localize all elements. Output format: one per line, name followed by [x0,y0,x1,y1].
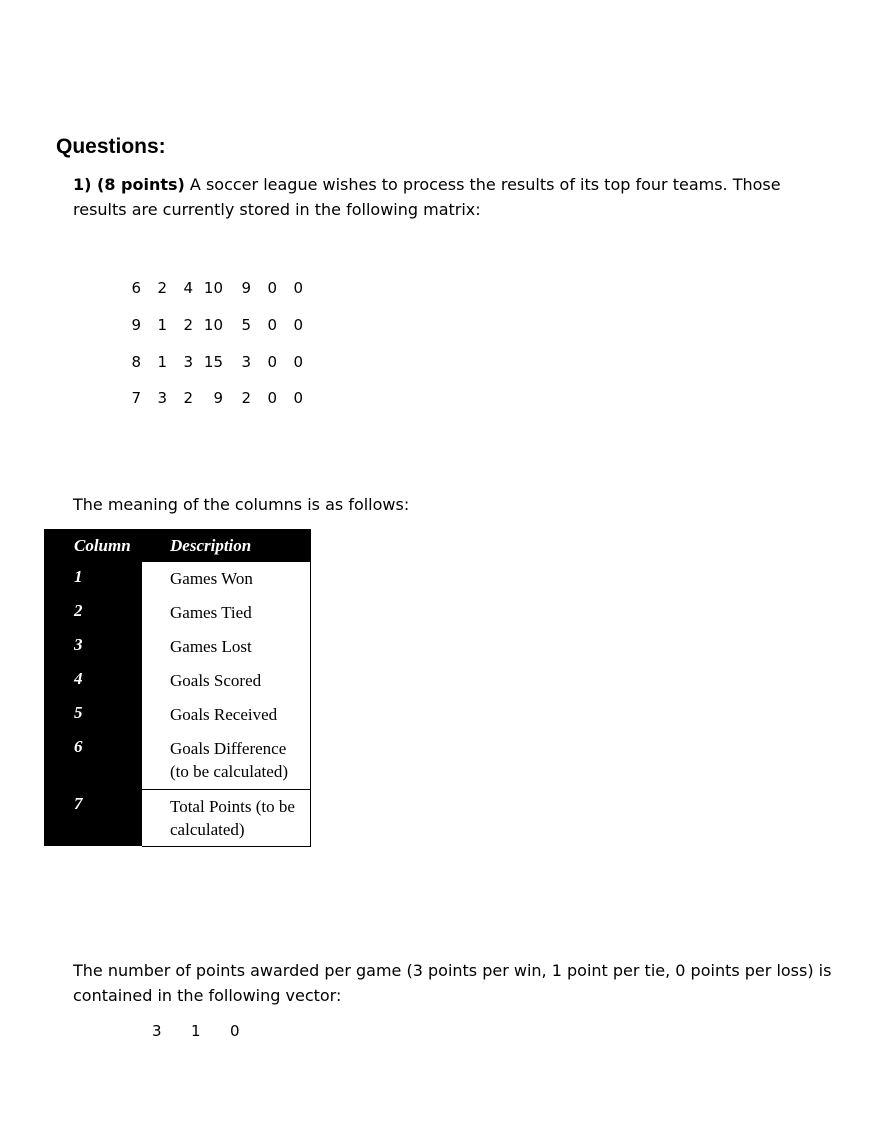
matrix-cell: 1 [157,352,167,371]
matrix-cell: 0 [267,389,277,408]
column-number: 7 [44,789,142,846]
question-1-body: A soccer league wishes to process the results of its top four teams. Those results are currently stored in the following matrix: [73,175,781,219]
matrix-cell: 6 [131,279,141,298]
table-row [44,732,311,789]
table-header-row [44,529,311,562]
column-description: Goals Received [142,698,311,732]
matrix-cell: 8 [131,352,141,371]
matrix-cell: 3 [183,352,193,371]
matrix-cell: 3 [157,389,167,408]
questions-heading: Questions: [56,135,166,158]
matrix-cell: 1 [157,316,167,335]
column-description: Games Won [142,562,311,596]
results-matrix [120,270,303,417]
matrix-row [120,270,303,307]
matrix-cell: 0 [293,316,303,335]
matrix-cell: 0 [293,352,303,371]
description-header: Description [142,529,311,562]
matrix-cell: 2 [241,389,251,408]
column-description: Games Tied [142,596,311,630]
matrix-cell: 2 [183,316,193,335]
column-number: 4 [44,664,142,698]
question-1-label: 1) (8 points) [73,175,185,194]
matrix-cell: 9 [131,316,141,335]
column-description-table [44,529,311,847]
matrix-cell: 2 [157,279,167,298]
column-header: Column [44,529,142,562]
columns-intro-text: The meaning of the columns is as follows: [73,495,410,514]
vector-value: 0 [230,1022,240,1040]
matrix-cell: 3 [241,352,251,371]
matrix-cell: 0 [267,352,277,371]
vector-value: 1 [191,1022,201,1040]
matrix-cell: 10 [203,279,223,298]
matrix-cell: 4 [183,279,193,298]
column-number: 5 [44,698,142,732]
matrix-cell: 2 [183,389,193,408]
matrix-row [120,307,303,344]
matrix-cell: 0 [267,316,277,335]
table-row [44,562,311,596]
matrix-cell: 7 [131,389,141,408]
matrix-row [120,343,303,380]
matrix-cell: 5 [241,316,251,335]
table-row [44,596,311,630]
column-number: 6 [44,732,142,789]
table-row [44,698,311,732]
vector-row [152,1022,269,1040]
column-number: 2 [44,596,142,630]
matrix-cell: 0 [267,279,277,298]
points-text: The number of points awarded per game (3 points per win, 1 point per tie, 0 points per loss) is contained in the following vector: [73,961,832,1005]
vector-value: 3 [152,1022,162,1040]
column-description: Goals Difference (to be calculated) [142,732,311,789]
matrix-cell: 10 [203,316,223,335]
matrix-row [120,380,303,417]
column-number: 3 [44,630,142,664]
matrix-cell: 9 [241,279,251,298]
column-description: Goals Scored [142,664,311,698]
points-vector [152,1022,269,1040]
matrix-cell: 9 [213,389,223,408]
matrix-cell: 0 [293,389,303,408]
table-row [44,789,311,846]
matrix-cell: 15 [203,352,223,371]
table-row [44,630,311,664]
question-1-text [73,172,833,222]
matrix-cell: 0 [293,279,303,298]
column-number: 1 [44,562,142,596]
table-row [44,664,311,698]
column-description: Total Points (to be calculated) [142,789,311,846]
column-description: Games Lost [142,630,311,664]
